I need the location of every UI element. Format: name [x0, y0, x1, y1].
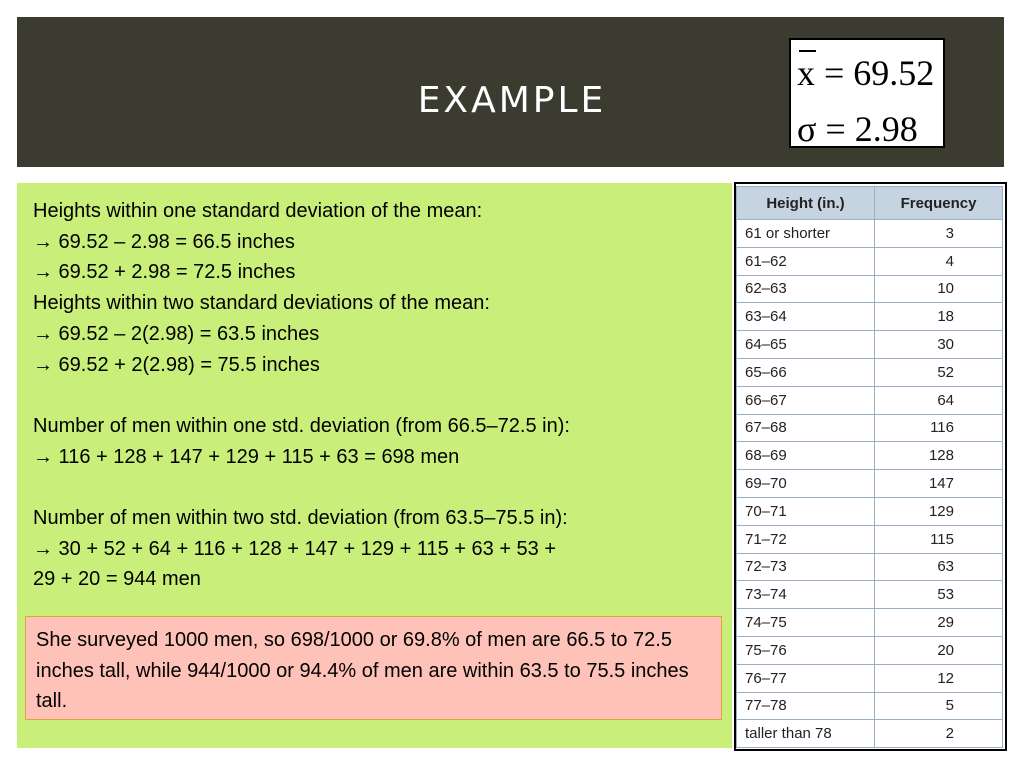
- mean-formula: x = 69.52: [797, 53, 935, 93]
- frequency-table: [736, 186, 1003, 748]
- frequency-cell: 128: [875, 442, 1003, 470]
- table-row: [737, 664, 1003, 692]
- table-row: [737, 636, 1003, 664]
- frequency-cell: 63: [875, 553, 1003, 581]
- table-body: [737, 220, 1003, 748]
- height-cell: 70–71: [737, 497, 875, 525]
- frequency-cell: 30: [875, 331, 1003, 359]
- frequency-cell: 64: [875, 386, 1003, 414]
- text-line: 29 + 20 = 944 men: [33, 568, 201, 591]
- frequency-cell: 3: [875, 220, 1003, 248]
- table-header-row: [737, 187, 1003, 220]
- text-line: → 30 + 52 + 64 + 116 + 128 + 147 + 129 + 115 + 63 + 53 +: [33, 537, 557, 560]
- frequency-cell: 52: [875, 358, 1003, 386]
- height-cell: 66–67: [737, 386, 875, 414]
- frequency-cell: 53: [875, 581, 1003, 609]
- text-line: [33, 472, 723, 503]
- height-cell: 61 or shorter: [737, 220, 875, 248]
- explanation-text: [33, 196, 723, 595]
- table-row: [737, 470, 1003, 498]
- frequency-cell: 12: [875, 664, 1003, 692]
- frequency-cell: 20: [875, 636, 1003, 664]
- text-line: Heights within one standard deviation of the mean:: [33, 200, 483, 222]
- height-cell: 77–78: [737, 692, 875, 720]
- column-header-frequency: Frequency: [875, 187, 1003, 220]
- frequency-cell: 18: [875, 303, 1003, 331]
- frequency-cell: 116: [875, 414, 1003, 442]
- table-row: [737, 442, 1003, 470]
- height-cell: 65–66: [737, 358, 875, 386]
- frequency-cell: 2: [875, 720, 1003, 748]
- formula-box: [789, 38, 945, 148]
- table-row: [737, 386, 1003, 414]
- height-cell: 72–73: [737, 553, 875, 581]
- height-cell: 73–74: [737, 581, 875, 609]
- height-cell: 76–77: [737, 664, 875, 692]
- text-line: → 69.52 + 2.98 = 72.5 inches: [33, 261, 296, 284]
- height-cell: 75–76: [737, 636, 875, 664]
- frequency-cell: 129: [875, 497, 1003, 525]
- text-line: → 116 + 128 + 147 + 129 + 115 + 63 = 698 men: [33, 445, 460, 468]
- height-cell: 68–69: [737, 442, 875, 470]
- slide-title: EXAMPLE: [417, 80, 607, 121]
- text-line: Heights within two standard deviations of the mean:: [33, 292, 490, 315]
- frequency-cell: 5: [875, 692, 1003, 720]
- table-row: [737, 220, 1003, 248]
- text-line: → 69.52 – 2.98 = 66.5 inches: [33, 230, 295, 253]
- height-cell: 67–68: [737, 414, 875, 442]
- sd-formula: σ = 2.98: [797, 109, 918, 149]
- text-line: → 69.52 + 2(2.98) = 75.5 inches: [33, 353, 320, 376]
- frequency-cell: 29: [875, 609, 1003, 637]
- frequency-cell: 4: [875, 247, 1003, 275]
- table-row: [737, 331, 1003, 359]
- height-cell: 71–72: [737, 525, 875, 553]
- table-row: [737, 414, 1003, 442]
- table-row: [737, 553, 1003, 581]
- text-line: Number of men within one std. deviation (from 66.5–72.5 in):: [33, 414, 570, 437]
- table-row: [737, 497, 1003, 525]
- height-cell: 64–65: [737, 331, 875, 359]
- table-row: [737, 247, 1003, 275]
- table-row: [737, 275, 1003, 303]
- table-row: [737, 525, 1003, 553]
- table-row: [737, 609, 1003, 637]
- height-cell: 63–64: [737, 303, 875, 331]
- height-cell: taller than 78: [737, 720, 875, 748]
- frequency-cell: 147: [875, 470, 1003, 498]
- text-line: Number of men within two std. deviation (from 63.5–75.5 in):: [33, 507, 568, 529]
- height-cell: 74–75: [737, 609, 875, 637]
- column-header-height: Height (in.): [737, 187, 875, 220]
- text-line: [33, 380, 723, 411]
- height-cell: 62–63: [737, 275, 875, 303]
- table-row: [737, 581, 1003, 609]
- frequency-cell: 10: [875, 275, 1003, 303]
- table-row: [737, 358, 1003, 386]
- table-row: [737, 692, 1003, 720]
- conclusion-box: She surveyed 1000 men, so 698/1000 or 69.8% of men are 66.5 to 72.5 inches tall, while 944/1000 or 94.4% of men are within 63.5 to 75.5 inches tall.: [25, 616, 722, 720]
- table-row: [737, 303, 1003, 331]
- frequency-cell: 115: [875, 525, 1003, 553]
- height-cell: 69–70: [737, 470, 875, 498]
- table-row: [737, 720, 1003, 748]
- text-line: → 69.52 – 2(2.98) = 63.5 inches: [33, 322, 320, 345]
- height-cell: 61–62: [737, 247, 875, 275]
